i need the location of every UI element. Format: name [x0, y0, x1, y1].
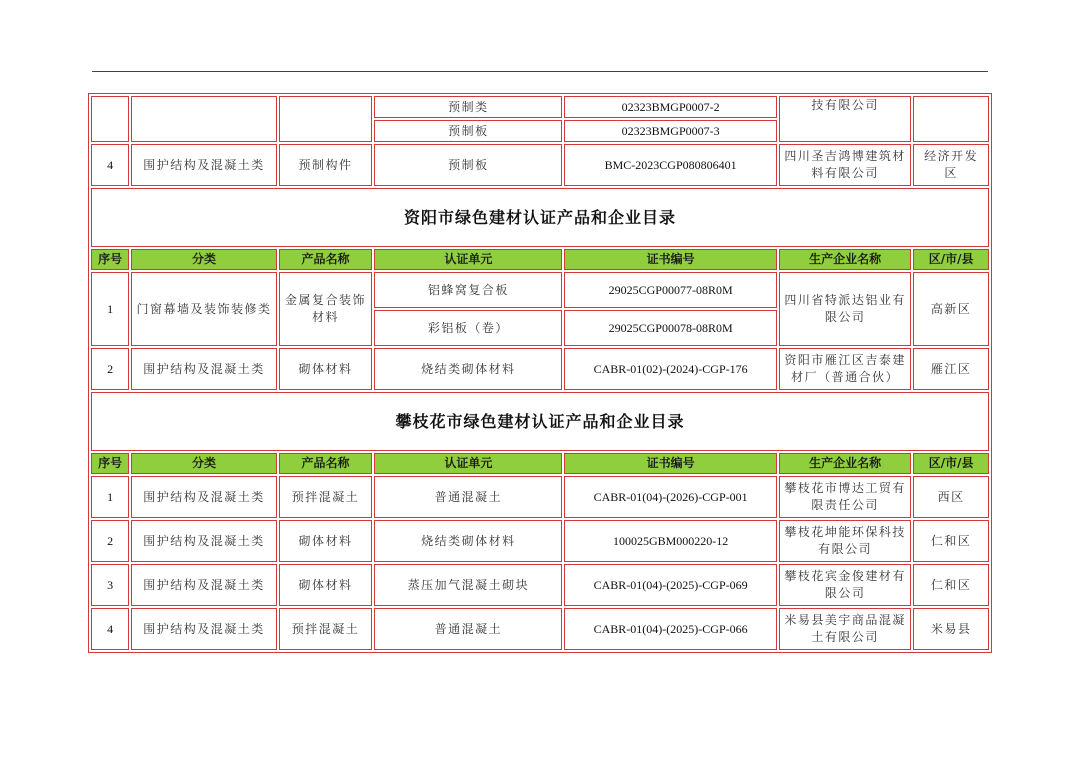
no-cell [91, 96, 129, 142]
table-row [91, 608, 989, 650]
company-cell: 技有限公司 [779, 96, 911, 142]
header-row [91, 249, 989, 270]
district-cell: 经济开发区 [913, 144, 989, 186]
unit-cell: 蒸压加气混凝土砌块 [374, 564, 562, 606]
catalog-table [88, 93, 992, 653]
header-category: 分类 [131, 453, 276, 474]
product-cell: 砌体材料 [279, 348, 373, 390]
table-row [91, 144, 989, 186]
district-cell: 高新区 [913, 272, 989, 346]
no-cell: 1 [91, 272, 129, 346]
no-cell: 2 [91, 520, 129, 562]
cert-no-cell: 29025CGP00078-08R0M [564, 310, 777, 346]
header-row [91, 453, 989, 474]
no-cell: 3 [91, 564, 129, 606]
cert-no-cell: CABR-01(02)-(2024)-CGP-176 [564, 348, 777, 390]
table-row [91, 96, 989, 118]
table-row [91, 564, 989, 606]
unit-cell: 铝蜂窝复合板 [374, 272, 562, 308]
header-cert-no: 证书编号 [564, 453, 777, 474]
unit-cell: 烧结类砌体材料 [374, 348, 562, 390]
table-row [91, 520, 989, 562]
company-cell: 攀枝花坤能环保科技有限公司 [779, 520, 911, 562]
company-cell: 四川省特派达铝业有限公司 [779, 272, 911, 346]
district-cell [913, 96, 989, 142]
product-cell [279, 96, 373, 142]
company-cell: 四川圣吉鸿博建筑材料有限公司 [779, 144, 911, 186]
header-district: 区/市/县 [913, 453, 989, 474]
company-cell: 攀枝花市博达工贸有限责任公司 [779, 476, 911, 518]
unit-cell: 普通混凝土 [374, 476, 562, 518]
category-cell: 围护结构及混凝土类 [131, 608, 276, 650]
district-cell: 仁和区 [913, 564, 989, 606]
product-cell: 砌体材料 [279, 520, 373, 562]
cert-no-cell: 29025CGP00077-08R0M [564, 272, 777, 308]
header-no: 序号 [91, 249, 129, 270]
product-cell: 砌体材料 [279, 564, 373, 606]
no-cell: 4 [91, 608, 129, 650]
no-cell: 2 [91, 348, 129, 390]
header-no: 序号 [91, 453, 129, 474]
unit-cell: 预制板 [374, 144, 562, 186]
header-company: 生产企业名称 [779, 453, 911, 474]
product-cell: 预拌混凝土 [279, 476, 373, 518]
cert-no-cell: CABR-01(04)-(2025)-CGP-069 [564, 564, 777, 606]
company-cell: 攀枝花宾金俊建材有限公司 [779, 564, 911, 606]
header-unit: 认证单元 [374, 453, 562, 474]
cert-no-cell: 02323BMGP0007-2 [564, 96, 777, 118]
district-cell: 米易县 [913, 608, 989, 650]
cert-no-cell: 02323BMGP0007-3 [564, 120, 777, 142]
category-cell: 门窗幕墙及装饰装修类 [131, 272, 276, 346]
section-title: 资阳市绿色建材认证产品和企业目录 [91, 188, 989, 247]
district-cell: 西区 [913, 476, 989, 518]
header-cert-no: 证书编号 [564, 249, 777, 270]
page-top-rule [92, 71, 988, 72]
table-row [91, 348, 989, 390]
unit-cell: 彩铝板（卷） [374, 310, 562, 346]
category-cell: 围护结构及混凝土类 [131, 476, 276, 518]
cert-no-cell: 100025GBM000220-12 [564, 520, 777, 562]
no-cell: 4 [91, 144, 129, 186]
category-cell: 围护结构及混凝土类 [131, 564, 276, 606]
header-product: 产品名称 [279, 453, 373, 474]
unit-cell: 预制板 [374, 120, 562, 142]
header-product: 产品名称 [279, 249, 373, 270]
product-cell: 预拌混凝土 [279, 608, 373, 650]
district-cell: 仁和区 [913, 520, 989, 562]
cert-no-cell: CABR-01(04)-(2025)-CGP-066 [564, 608, 777, 650]
company-cell: 米易县美宇商品混凝土有限公司 [779, 608, 911, 650]
company-cell: 资阳市雁江区吉泰建材厂（普通合伙） [779, 348, 911, 390]
category-cell [131, 96, 276, 142]
table-row [91, 476, 989, 518]
table-row [91, 272, 989, 308]
cert-no-cell: CABR-01(04)-(2026)-CGP-001 [564, 476, 777, 518]
header-district: 区/市/县 [913, 249, 989, 270]
section-title-row [91, 188, 989, 247]
category-cell: 围护结构及混凝土类 [131, 144, 276, 186]
category-cell: 围护结构及混凝土类 [131, 520, 276, 562]
unit-cell: 预制类 [374, 96, 562, 118]
cert-no-cell: BMC-2023CGP080806401 [564, 144, 777, 186]
header-company: 生产企业名称 [779, 249, 911, 270]
district-cell: 雁江区 [913, 348, 989, 390]
section-title: 攀枝花市绿色建材认证产品和企业目录 [91, 392, 989, 451]
unit-cell: 普通混凝土 [374, 608, 562, 650]
unit-cell: 烧结类砌体材料 [374, 520, 562, 562]
no-cell: 1 [91, 476, 129, 518]
header-category: 分类 [131, 249, 276, 270]
product-cell: 预制构件 [279, 144, 373, 186]
product-cell: 金属复合装饰材料 [279, 272, 373, 346]
header-unit: 认证单元 [374, 249, 562, 270]
category-cell: 围护结构及混凝土类 [131, 348, 276, 390]
section-title-row [91, 392, 989, 451]
